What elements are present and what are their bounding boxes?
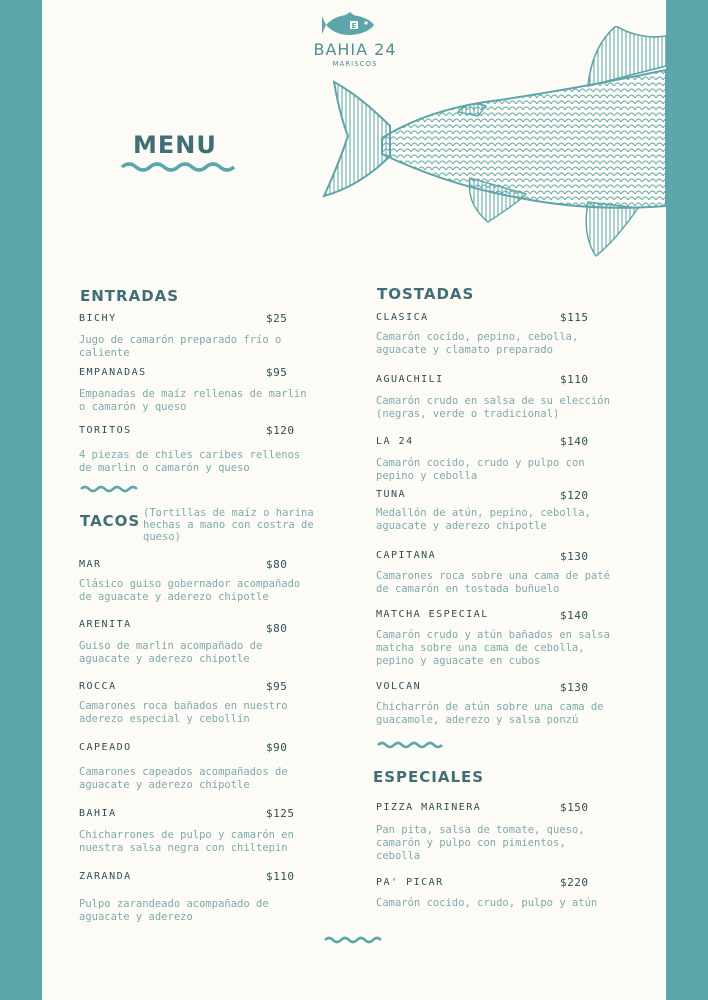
menu-item-desc: Camarón cocido, crudo, pulpo y atún [376, 897, 598, 909]
menu-item-desc: Empanadas de maíz rellenas de marlin o camarón y queso [79, 388, 307, 413]
menu-item-name: ZARANDA [79, 871, 132, 882]
menu-item-desc: Pulpo zarandeado acompañado de aguacate y aderezo [79, 898, 269, 923]
menu-item-price: $125 [266, 807, 295, 820]
menu-item-name: BAHIA [79, 808, 117, 819]
menu-item-price: $110 [266, 870, 295, 883]
left-border-band [0, 0, 42, 1000]
menu-item-name: BICHY [79, 313, 117, 324]
menu-item-price: $25 [266, 312, 288, 325]
section-title-especiales: ESPECIALES [373, 768, 485, 786]
section-title-tacos: TACOS [80, 512, 141, 530]
menu-item-name: LA 24 [376, 436, 414, 447]
fish-illustration [320, 26, 666, 258]
menu-item-desc: Clásico guiso gobernador acompañado de aguacate y aderezo chipotle [79, 578, 301, 603]
menu-item-desc: 4 piezas de chiles caribes rellenos de marlin o camarón y queso [79, 449, 301, 474]
menu-item-name: EMPANADAS [79, 367, 147, 378]
menu-item-price: $80 [266, 558, 288, 571]
menu-item-name: ROCCA [79, 681, 117, 692]
menu-item-desc: Camarones roca sobre una cama de paté de camarón en tostada buñuelo [376, 570, 610, 595]
menu-item-price: $120 [560, 489, 589, 502]
menu-item-price: $90 [266, 741, 288, 754]
section-title-tostadas: TOSTADAS [377, 285, 475, 303]
menu-item-price: $130 [560, 550, 589, 563]
tacos-note: (Tortillas de maíz o harina hechas a mano con costra de queso) [143, 507, 314, 543]
menu-item-price: $120 [266, 424, 295, 437]
wave-divider-icon [121, 162, 235, 174]
menu-item-price: $140 [560, 435, 589, 448]
menu-item-desc: Camarón cocido, crudo y pulpo con pepino y cebolla [376, 457, 585, 482]
menu-item-name: CLASICA [376, 312, 429, 323]
menu-title: MENU [133, 131, 217, 159]
menu-item-price: $115 [560, 311, 589, 324]
menu-item-price: $110 [560, 373, 589, 386]
menu-item-desc: Chicharrón de atún sobre una cama de guacamole, aderezo y salsa ponzú [376, 701, 604, 726]
menu-item-desc: Jugo de camarón preparado frío o caliente [79, 334, 282, 359]
menu-item-name: MATCHA ESPECIAL [376, 609, 489, 620]
menu-item-desc: Guiso de marlin acompañado de aguacate y aderezo chipotle [79, 640, 263, 665]
menu-item-desc: Chicharrones de pulpo y camarón en nuestra salsa negra con chiltepin [79, 829, 294, 854]
menu-item-name: AGUACHILI [376, 374, 444, 385]
menu-item-name: MAR [79, 559, 102, 570]
menu-item-name: TUNA [376, 489, 407, 500]
wave-divider-icon [324, 936, 384, 945]
menu-item-desc: Camarones capeados acompañados de aguacate y aderezo chipotle [79, 766, 288, 791]
svg-text:E: E [351, 22, 357, 30]
wave-divider-icon [377, 741, 443, 750]
menu-item-name: TORITOS [79, 425, 132, 436]
section-title-entradas: ENTRADAS [80, 287, 180, 305]
menu-item-name: PA' PICAR [376, 877, 444, 888]
menu-item-price: $80 [266, 622, 288, 635]
menu-item-name: PIZZA MARINERA [376, 802, 482, 813]
menu-item-name: ARENITA [79, 619, 132, 630]
wave-divider-icon [80, 485, 142, 494]
menu-item-desc: Camarón crudo en salsa de su elección (negras, verde o tradicional) [376, 395, 610, 420]
menu-item-name: CAPEADO [79, 742, 132, 753]
menu-item-name: VOLCAN [376, 681, 422, 692]
menu-item-price: $150 [560, 801, 589, 814]
menu-item-name: CAPITANA [376, 550, 437, 561]
menu-item-desc: Camarón cocido, pepino, cebolla, aguacate y clamato preparado [376, 331, 579, 356]
menu-item-price: $95 [266, 680, 288, 693]
menu-item-desc: Medallón de atún, pepino, cebolla, aguacate y aderezo chipotle [376, 507, 591, 532]
menu-item-price: $220 [560, 876, 589, 889]
menu-item-price: $140 [560, 609, 589, 622]
menu-item-price: $130 [560, 681, 589, 694]
menu-item-desc: Pan pita, salsa de tomate, queso, camarón y pulpo con pimientos, cebolla [376, 824, 585, 862]
brand-name: BAHIA 24 [313, 40, 397, 59]
menu-item-desc: Camarón crudo y atún bañados en salsa matcha sobre una cama de cebolla, pepino y aguacate en cubos [376, 629, 610, 667]
menu-item-desc: Camarones roca bañados en nuestro aderezo especial y cebollín [79, 700, 288, 725]
right-border-band [666, 0, 708, 1000]
menu-item-price: $95 [266, 366, 288, 379]
brand-tagline: MARISCOS [332, 60, 378, 68]
